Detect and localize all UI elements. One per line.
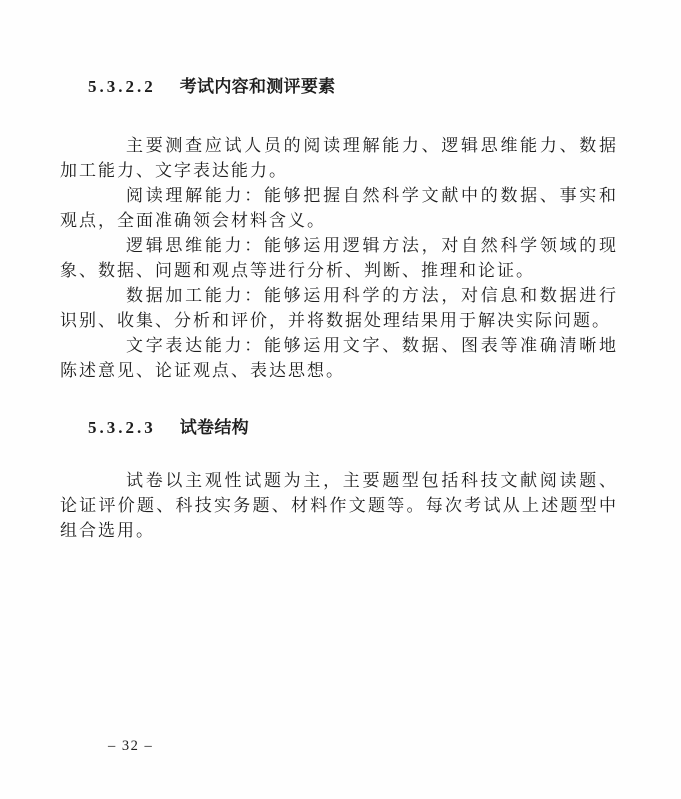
section-number: 5.3.2.3 — [88, 418, 156, 437]
paragraph-logical-thinking: 逻辑思维能力：能够运用逻辑方法，对自然科学领域的现象、数据、问题和观点等进行分析、判断、推理和论证。 — [60, 236, 618, 280]
section-body-exam-content — [60, 133, 618, 383]
section-body-paper-structure — [60, 468, 618, 543]
section-title: 考试内容和测评要素 — [179, 77, 336, 96]
section-title: 试卷结构 — [179, 418, 249, 437]
section-heading-paper-structure — [88, 419, 618, 437]
page-content — [60, 78, 618, 543]
page-footer — [108, 738, 153, 755]
page-number: – 32 – — [108, 738, 154, 754]
paragraph-paper-structure: 试卷以主观性试题为主，主要题型包括科技文献阅读题、论证评价题、科技实务题、材料作文题等。每次考试从上述题型中组合选用。 — [60, 471, 618, 540]
paragraph-data-processing: 数据加工能力：能够运用科学的方法，对信息和数据进行识别、收集、分析和评价，并将数据处理结果用于解决实际问题。 — [60, 286, 618, 330]
section-number: 5.3.2.2 — [88, 77, 156, 96]
section-heading-exam-content — [88, 78, 618, 96]
paragraph-written-expression: 文字表达能力：能够运用文字、数据、图表等准确清晰地陈述意见、论证观点、表达思想。 — [60, 336, 618, 380]
paragraph-reading-comprehension: 阅读理解能力：能够把握自然科学文献中的数据、事实和观点，全面准确领会材料含义。 — [60, 186, 618, 230]
paragraph-overview: 主要测查应试人员的阅读理解能力、逻辑思维能力、数据加工能力、文字表达能力。 — [60, 136, 618, 180]
